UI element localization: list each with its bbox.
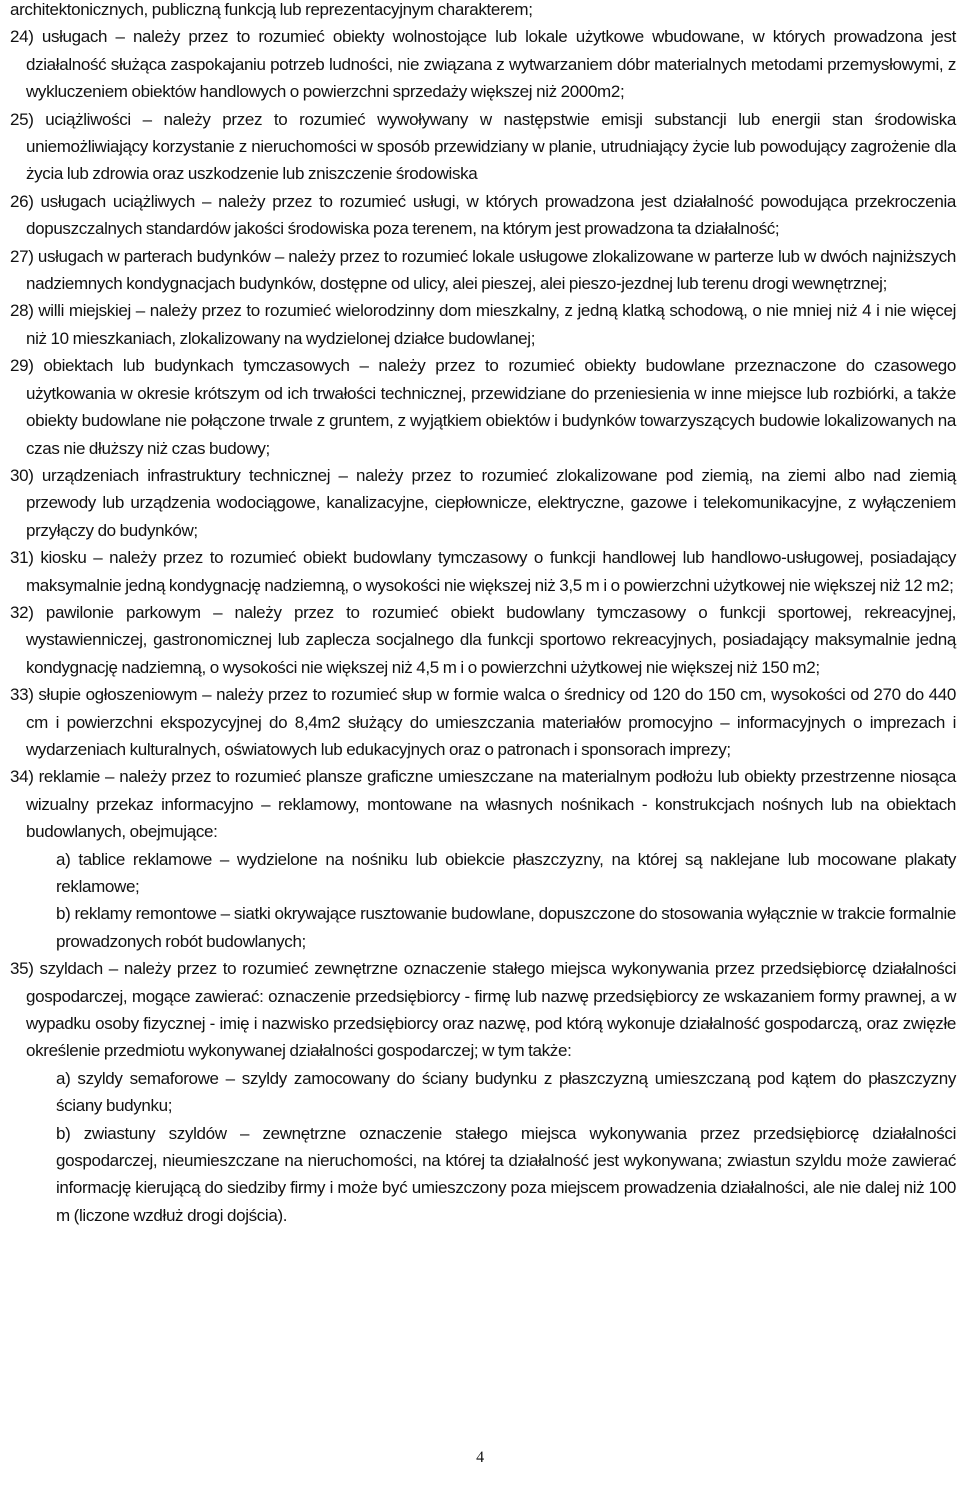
definition-26-uslugi-uciazliwe: 26) usługach uciążliwych – należy przez to rozumieć usługi, w których prowadzona jest działalność powodująca przekroczenia dopuszczalnych standardów jakości środowiska poza terenem, na którym jest prowadzona ta działalność; (10, 191, 956, 239)
page-number: 4 (476, 1449, 484, 1466)
definition-27-uslugi-w-parterach: 27) usługach w parterach budynków – należy przez to rozumieć lokale usługowe zlokalizowane w parterze lub w dwóch najniższych nadziemnych kondygnacjach budynków, dostępne od ulicy, alei pieszej, alei pieszo-jezdnej lub terenu drogi wewnętrznej; (10, 246, 956, 294)
paragraph-continuation: architektonicznych, publiczną funkcją lub reprezentacyjnym charakterem; (10, 0, 533, 19)
definition-34b-reklamy-remontowe: b) reklamy remontowe – siatki okrywające rusztowanie budowlane, dopuszczone do stosowania wyłącznie w trakcie formalnie prowadzonych robót budowlanych; (56, 904, 956, 951)
definition-33-slup-ogloszeniowy: 33) słupie ogłoszeniowym – należy przez to rozumieć słup w formie walca o średnicy od 120 do 150 cm, wysokości od 270 do 440 cm i powierzchni ekspozycyjnej do 8,4m2 służący do umieszczania materiałów promocyjno – informacyjnych o imprezach i wydarzeniach kulturalnych, oświatowych lub edukacyjnych oraz o patronach i sponsorach imprezy; (10, 685, 956, 759)
definition-31-kiosk: 31) kiosku – należy przez to rozumieć obiekt budowlany tymczasowy o funkcji handlowej lub handlowo-usługowej, posiadający maksymalnie jedną kondygnację nadziemną, o wysokości nie większej niż 3,5 m i o powierzchni użytkowej nie większej niż 12 m2; (10, 548, 956, 595)
definition-34a-tablice-reklamowe: a) tablice reklamowe – wydzielone na nośniku lub obiekcie płaszczyzny, na której są naklejane lub mocowane plakaty reklamowe; (56, 849, 956, 896)
definition-24-uslugi: 24) usługach – należy przez to rozumieć obiekty wolnostojące lub lokale użytkowe wbudowane, w których prowadzona jest działalność służąca zaspokajaniu potrzeb ludności, nie związana z wytwarzaniem dóbr materialnych metodami przemysłowymi, z wykluczeniem obiektów handlowych o powierzchni sprzedaży większej niż 2000m2; (10, 27, 956, 102)
definition-32-pawilon-parkowy: 32) pawilonie parkowym – należy przez to rozumieć obiekt budowlany tymczasowy o funkcji sportowej, rekreacyjnej, wystawienniczej, gastronomicznej lub zaplecza socjalnego dla funkcji sportowo rekreacyjnych, posiadający maksymalnie jedną kondygnację nadziemną, o wysokości nie większej niż 4,5 m i o powierzchni użytkowej nie większej niż 150 m2; (10, 602, 956, 677)
definitions-list (10, 0, 956, 1229)
definition-34-reklama: 34) reklamie – należy przez to rozumieć plansze graficzne umieszczane na materialnym podłożu lub obiekty przestrzenne niosąca wizualny przekaz informacyjno – reklamowy, montowane na własnych nośnikach - konstrukcjach nośnych lub na obiektach budowlanych, obejmujące: (10, 767, 956, 842)
definition-35b-zwiastuny-szyldow: b) zwiastuny szyldów – zewnętrzne oznaczenie stałego miejsca wykonywania przez przedsiębiorcę działalności gospodarczej, nieumieszczane na nieruchomości, na której ta działalność jest wykonywana; zwiastun szyldu może zawierać informację kierującą do siedziby firmy i może być umieszczony poza miejscem prowadzenia działalności, ale nie dalej niż 100 m (liczone wzdłuż drogi dojścia). (56, 1123, 956, 1225)
definition-35a-szyldy-semaforowe: a) szyldy semaforowe – szyldy zamocowany do ściany budynku z płaszczyzną umieszczaną pod kątem do płaszczyzny ściany budynku; (56, 1068, 956, 1116)
definition-30-infrastruktura: 30) urządzeniach infrastruktury technicznej – należy przez to rozumieć zlokalizowane pod ziemią, na ziemi albo nad ziemią przewody lub urządzenia wodociągowe, kanalizacyjne, ciepłownicze, elektryczne, gazowe i telekomunikacyjne, z wyłączeniem przyłączy do budynków; (10, 465, 956, 540)
definition-29-obiekty-tymczasowe: 29) obiektach lub budynkach tymczasowych – należy przez to rozumieć obiekty budowlane przeznaczone do czasowego użytkowania w okresie krótszym od ich trwałości technicznej, przewidziane do przeniesienia w inne miejsce lub rozbiórki, a także obiekty budowlane nie połączone trwale z gruntem, z wyjątkiem obiektów i budynków towarzyszących budowie lokalizowanych na czas nie dłuższy niż czas budowy; (10, 356, 956, 458)
definition-25-uciazliwosci: 25) uciążliwości – należy przez to rozumieć wywoływany w następstwie emisji substancji lub energii stan środowiska uniemożliwiający korzystanie z nieruchomości w sposób przewidziany w planie, utrudniający życie lub powodujący zagrożenie dla życia lub zdrowia oraz uszkodzenie lub zniszczenie środowiska (10, 109, 956, 184)
definition-28-willa-miejska: 28) willi miejskiej – należy przez to rozumieć wielorodzinny dom mieszkalny, z jedną klatką schodową, o nie mniej niż 4 i nie więcej niż 10 mieszkaniach, zlokalizowany na wydzielonej działce budowlanej; (10, 301, 956, 348)
definition-35-szyldy: 35) szyldach – należy przez to rozumieć zewnętrzne oznaczenie stałego miejsca wykonywania przez przedsiębiorcę działalności gospodarczej, mogące zawierać: oznaczenie przedsiębiorcy - firmę lub nazwę przedsiębiorcy ze wskazaniem formy prawnej, a w wypadku osoby fizycznej - imię i nazwisko przedsiębiorcy oraz nazwę, pod którą wykonuje działalność gospodarczą, oraz zwięzłe określenie przedmiotu wykonywanej działalności gospodarczej; w tym także: (10, 959, 956, 1061)
